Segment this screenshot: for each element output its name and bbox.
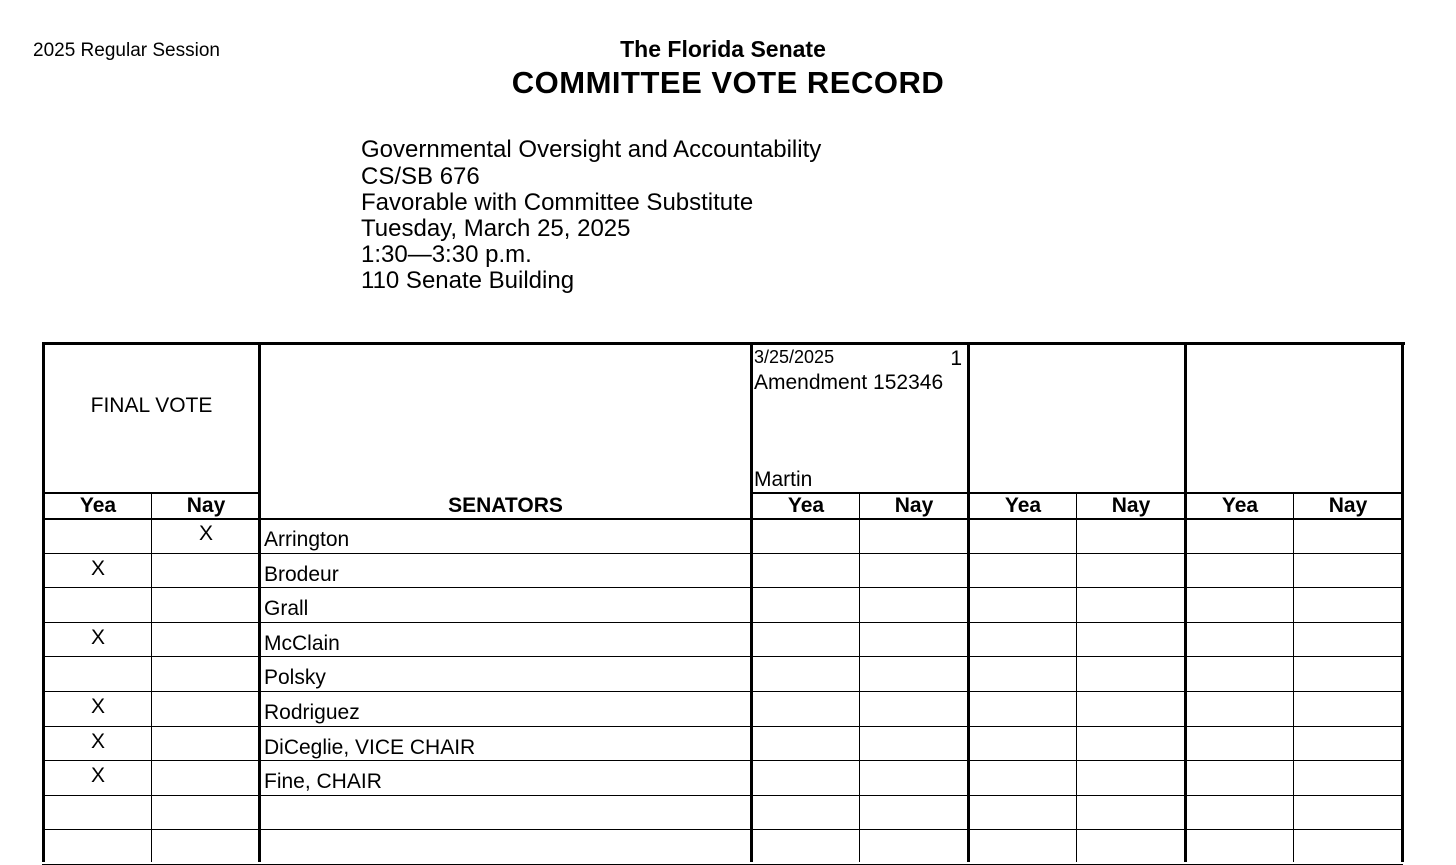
senator-name: McClain [264,632,340,655]
senator-name: Grall [264,597,309,620]
senator-name: DiCeglie, VICE CHAIR [264,736,476,759]
col3-yea-header: Yea [1004,494,1042,517]
info-value: CS/SB 676 [361,163,480,190]
senators-header: SENATORS [448,494,563,517]
final-yea-mark: X [90,730,105,753]
amendment-date: 3/25/2025 [754,347,835,367]
amendment-title: Amendment 152346 [754,371,944,394]
amendment-nay-header: Nay [894,494,934,517]
info-value: Governmental Oversight and Accountability [361,136,822,163]
final-vote-label: FINAL VOTE [90,394,213,417]
senator-name: Polsky [264,666,326,689]
senator-name: Brodeur [264,563,339,586]
amendment-yea-header: Yea [787,494,825,517]
col4-nay-header: Nay [1328,494,1368,517]
page-title: COMMITTEE VOTE RECORD [511,65,945,100]
col4-yea-header: Yea [1221,494,1259,517]
info-value: Favorable with Committee Substitute [361,189,754,216]
senator-name: Arrington [264,528,350,551]
col3-nay-header: Nay [1111,494,1151,517]
senator-name: Fine, CHAIR [264,770,382,793]
info-value: 1:30—3:30 p.m. [361,241,532,268]
final-yea-mark: X [90,695,105,718]
final-yea-header: Yea [79,494,117,517]
senator-name: Rodriguez [264,701,360,724]
info-value: 110 Senate Building [361,267,575,294]
info-value: Tuesday, March 25, 2025 [361,215,631,242]
final-nay-mark: X [198,522,213,545]
final-yea-mark: X [90,557,105,580]
final-nay-header: Nay [186,494,226,517]
final-yea-mark: X [90,764,105,787]
chamber-name: The Florida Senate [620,36,826,62]
session-label: 2025 Regular Session [33,40,220,61]
amendment-sponsor: Martin [754,468,813,491]
amendment-number: 1 [950,347,962,370]
vote-record-table [42,342,1405,862]
final-yea-mark: X [90,626,105,649]
